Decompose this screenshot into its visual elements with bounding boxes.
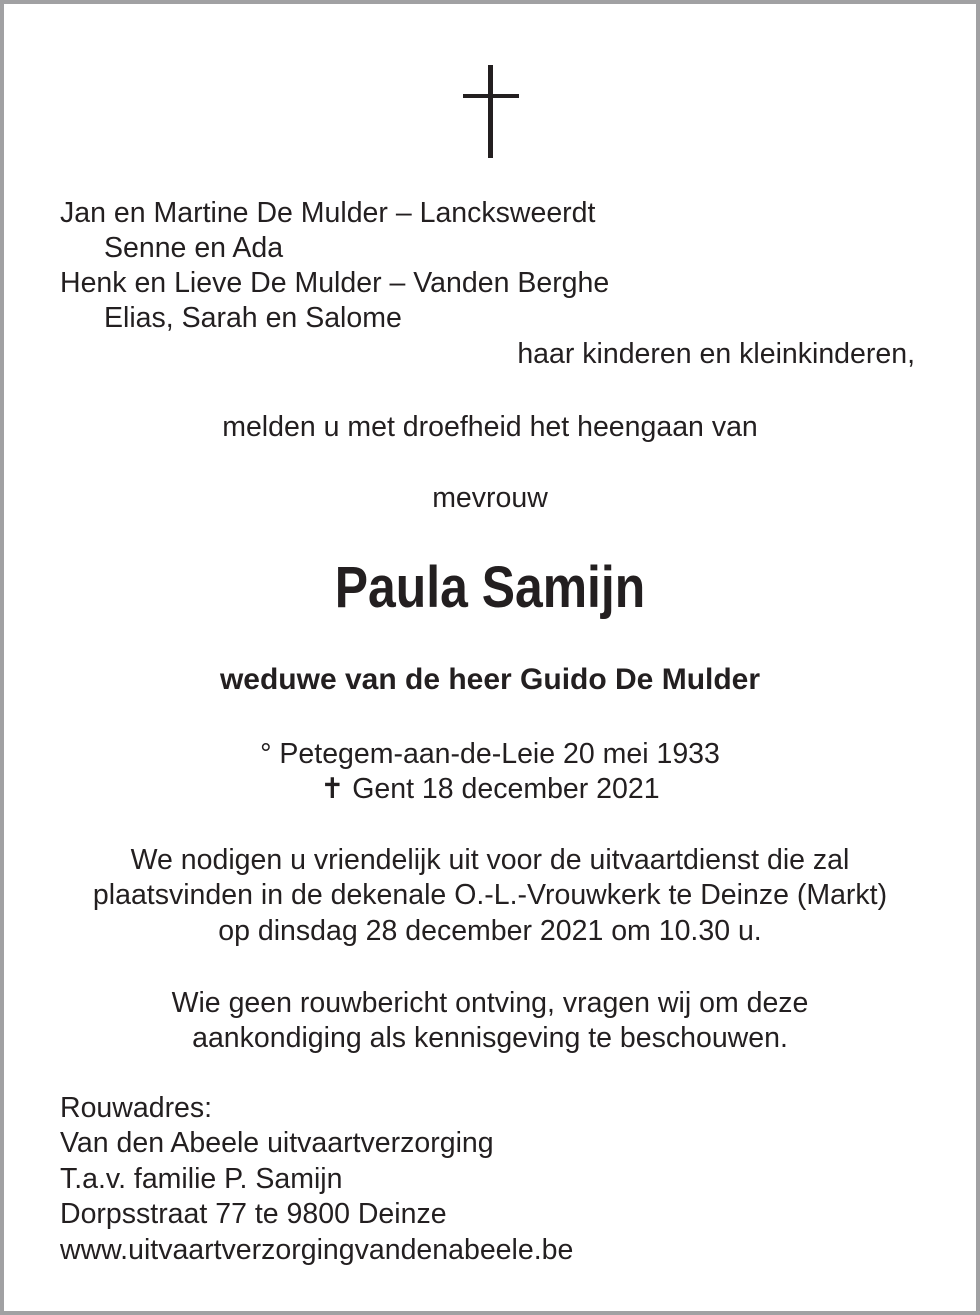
service-line: We nodigen u vriendelijk uit voor de uitvaartdienst die zal <box>130 844 850 876</box>
address-line: Dorpsstraat 77 te 9800 Deinze <box>60 1198 447 1230</box>
birth-info: ° Petegem-aan-de-Leie 20 mei 1933 <box>260 738 720 770</box>
family-line: Elias, Sarah en Salome <box>104 302 402 334</box>
death-info: ✝ Gent 18 december 2021 <box>320 773 660 805</box>
family-line: Henk en Lieve De Mulder – Vanden Berghe <box>60 267 610 299</box>
address-label: Rouwadres: <box>60 1092 213 1124</box>
cross-icon <box>463 65 519 158</box>
address-line: T.a.v. familie P. Samijn <box>60 1163 343 1195</box>
notice-line: Wie geen rouwbericht ontving, vragen wij om deze <box>171 987 809 1019</box>
notice-line: aankondiging als kennisgeving te beschouwen. <box>192 1022 788 1054</box>
website-link[interactable]: www.uitvaartverzorgingvandenabeele.be <box>60 1234 574 1266</box>
family-line: haar kinderen en kleinkinderen, <box>517 338 915 370</box>
family-line: Jan en Martine De Mulder – Lancksweerdt <box>60 197 596 229</box>
deceased-name: Paula Samijn <box>334 555 646 620</box>
address-line: Van den Abeele uitvaartverzorging <box>60 1127 494 1159</box>
subtitle: weduwe van de heer Guido De Mulder <box>219 663 761 696</box>
service-line: op dinsdag 28 december 2021 om 10.30 u. <box>218 915 762 947</box>
family-line: Senne en Ada <box>104 232 284 264</box>
title: mevrouw <box>432 482 548 514</box>
announcement: melden u met droefheid het heengaan van <box>222 411 758 443</box>
service-line: plaatsvinden in de dekenale O.-L.-Vrouwkerk te Deinze (Markt) <box>92 879 888 911</box>
